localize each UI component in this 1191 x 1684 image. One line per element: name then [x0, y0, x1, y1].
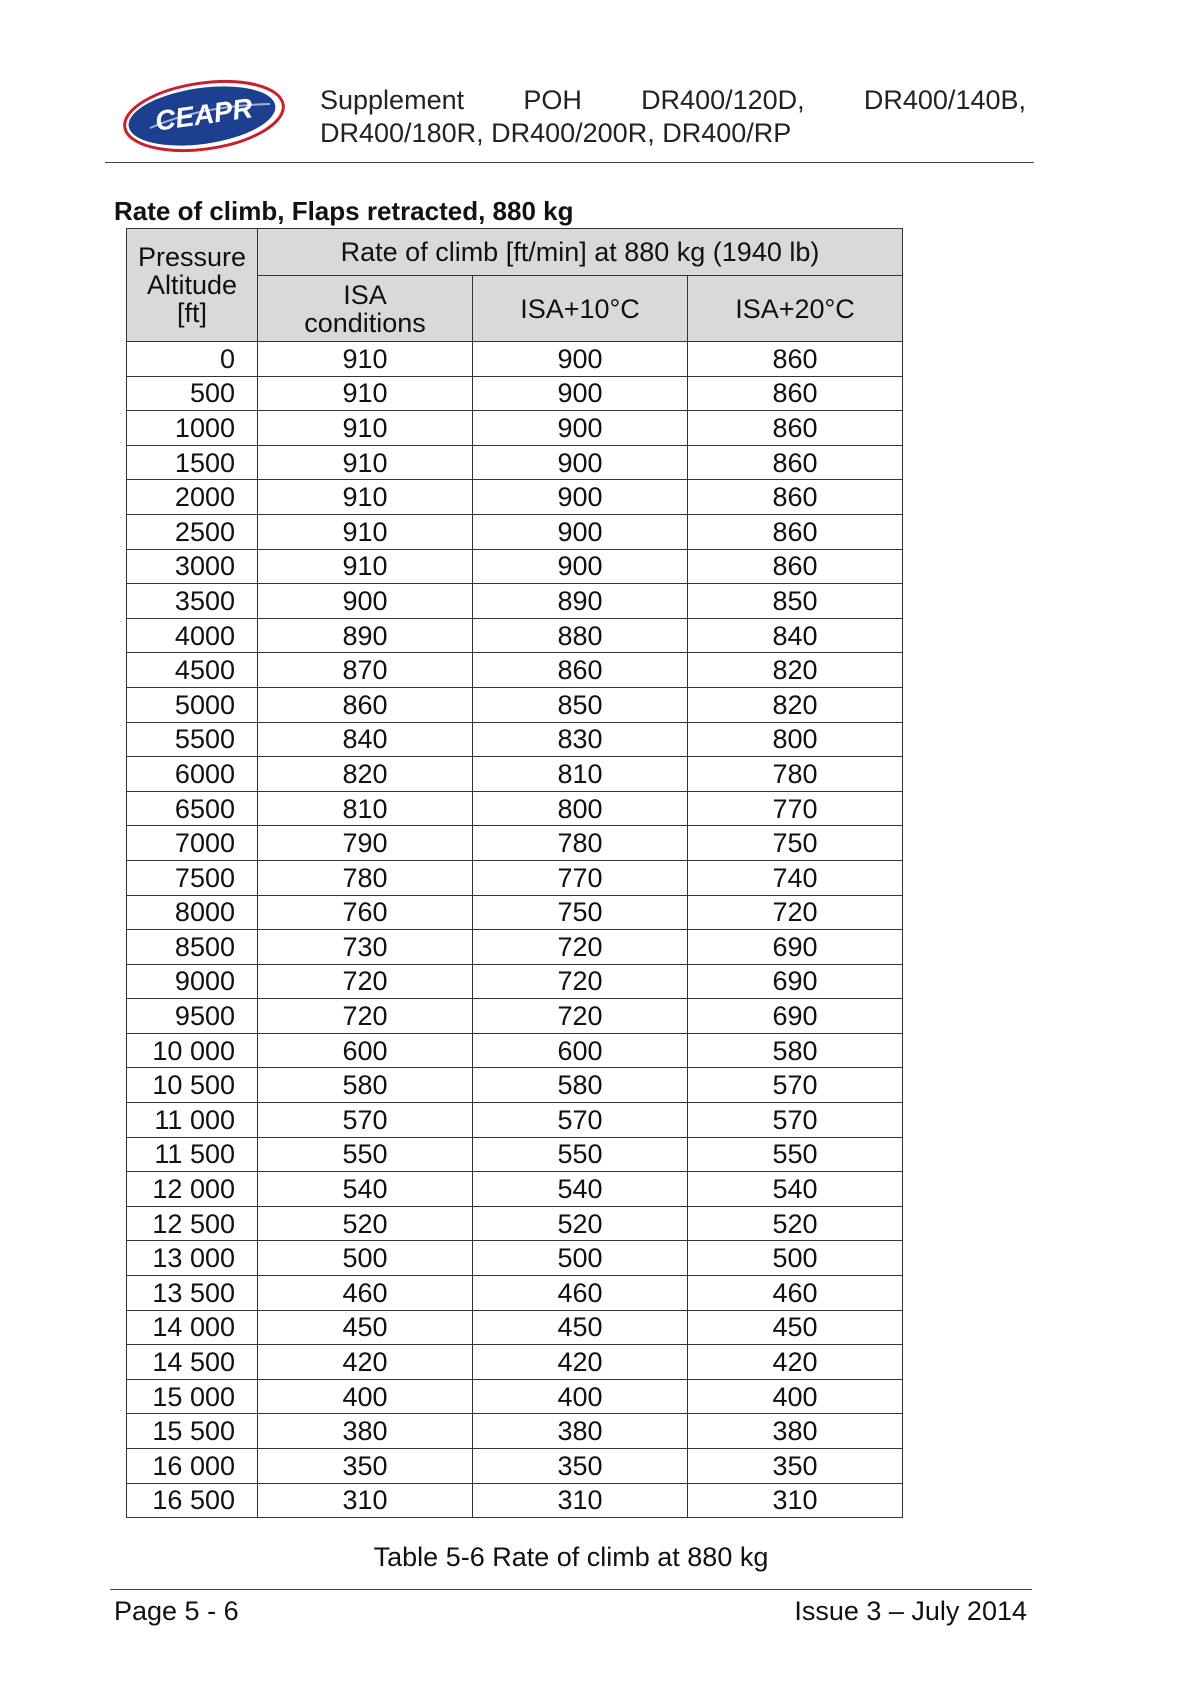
isa-plus-20-rate-cell: 570	[688, 1103, 903, 1138]
isa-plus-10-rate-cell: 500	[473, 1241, 688, 1276]
isa-plus-10-rate-cell: 720	[473, 964, 688, 999]
isa-rate-cell: 910	[258, 411, 473, 446]
table-row	[127, 584, 903, 619]
isa-rate-cell: 570	[258, 1103, 473, 1138]
issue-date: Issue 3 – July 2014	[794, 1596, 1027, 1626]
table-row	[127, 549, 903, 584]
table-caption: Table 5-6 Rate of climb at 880 kg	[373, 1542, 769, 1572]
isa-plus-10-rate-cell: 520	[473, 1206, 688, 1241]
isa-plus-10-rate-cell: 830	[473, 722, 688, 757]
isa-rate-cell: 730	[258, 930, 473, 965]
isa-plus-20-column-header: ISA+20°C	[688, 276, 903, 342]
altitude-cell: 5000	[127, 687, 258, 722]
altitude-cell: 6000	[127, 757, 258, 792]
isa-rate-cell: 720	[258, 964, 473, 999]
isa-plus-10-rate-cell: 900	[473, 549, 688, 584]
table-row	[127, 445, 903, 480]
isa-plus-20-rate-cell: 570	[688, 1068, 903, 1103]
header-line: Altitude	[146, 270, 238, 300]
isa-rate-cell: 460	[258, 1276, 473, 1311]
isa-plus-10-rate-cell: 380	[473, 1414, 688, 1449]
table-row	[127, 1483, 903, 1518]
table-row	[127, 1241, 903, 1276]
isa-plus-10-rate-cell: 800	[473, 791, 688, 826]
table-row	[127, 687, 903, 722]
header-line: Pressure	[137, 242, 247, 272]
table-row	[127, 1310, 903, 1345]
table-row	[127, 1449, 903, 1484]
table-row	[127, 1379, 903, 1414]
altitude-cell: 500	[127, 376, 258, 411]
altitude-cell: 2500	[127, 514, 258, 549]
isa-plus-20-rate-cell: 840	[688, 618, 903, 653]
isa-plus-10-rate-cell: 900	[473, 445, 688, 480]
altitude-cell: 6500	[127, 791, 258, 826]
isa-rate-cell: 910	[258, 480, 473, 515]
isa-plus-10-column-header: ISA+10°C	[473, 276, 688, 342]
isa-plus-20-rate-cell: 460	[688, 1276, 903, 1311]
table-row	[127, 860, 903, 895]
table-row	[127, 791, 903, 826]
table-row	[127, 480, 903, 515]
isa-plus-20-rate-cell: 350	[688, 1449, 903, 1484]
isa-rate-cell: 910	[258, 549, 473, 584]
table-row	[127, 930, 903, 965]
isa-rate-cell: 820	[258, 757, 473, 792]
altitude-cell: 9500	[127, 999, 258, 1034]
isa-rate-cell: 910	[258, 514, 473, 549]
isa-plus-20-rate-cell: 690	[688, 964, 903, 999]
isa-plus-10-rate-cell: 600	[473, 1033, 688, 1068]
isa-plus-10-rate-cell: 420	[473, 1345, 688, 1380]
isa-plus-10-rate-cell: 810	[473, 757, 688, 792]
rate-of-climb-table	[126, 228, 903, 1518]
isa-plus-10-rate-cell: 900	[473, 342, 688, 377]
isa-rate-cell: 350	[258, 1449, 473, 1484]
altitude-cell: 9000	[127, 964, 258, 999]
table-row	[127, 1137, 903, 1172]
isa-plus-20-rate-cell: 690	[688, 999, 903, 1034]
isa-rate-cell: 580	[258, 1068, 473, 1103]
isa-plus-10-rate-cell: 310	[473, 1483, 688, 1518]
isa-rate-cell: 870	[258, 653, 473, 688]
isa-rate-cell: 420	[258, 1345, 473, 1380]
table-row	[127, 1103, 903, 1138]
isa-column-header	[258, 276, 473, 342]
isa-plus-10-rate-cell: 780	[473, 826, 688, 861]
isa-plus-10-rate-cell: 350	[473, 1449, 688, 1484]
isa-plus-10-rate-cell: 450	[473, 1310, 688, 1345]
isa-plus-10-rate-cell: 890	[473, 584, 688, 619]
isa-plus-20-rate-cell: 450	[688, 1310, 903, 1345]
isa-rate-cell: 500	[258, 1241, 473, 1276]
isa-plus-10-rate-cell: 850	[473, 687, 688, 722]
isa-plus-10-rate-cell: 770	[473, 860, 688, 895]
altitude-cell: 14 000	[127, 1310, 258, 1345]
isa-rate-cell: 720	[258, 999, 473, 1034]
altitude-cell: 16 500	[127, 1483, 258, 1518]
isa-plus-20-rate-cell: 420	[688, 1345, 903, 1380]
isa-rate-cell: 760	[258, 895, 473, 930]
altitude-cell: 2000	[127, 480, 258, 515]
altitude-cell: 11 000	[127, 1103, 258, 1138]
isa-plus-20-rate-cell: 820	[688, 653, 903, 688]
isa-rate-cell: 910	[258, 376, 473, 411]
isa-plus-10-rate-cell: 860	[473, 653, 688, 688]
isa-plus-20-rate-cell: 780	[688, 757, 903, 792]
section-title: Rate of climb, Flaps retracted, 880 kg	[114, 196, 574, 226]
isa-plus-20-rate-cell: 860	[688, 342, 903, 377]
table-row	[127, 1033, 903, 1068]
table-row	[127, 722, 903, 757]
isa-rate-cell: 310	[258, 1483, 473, 1518]
isa-plus-10-rate-cell: 400	[473, 1379, 688, 1414]
altitude-cell: 8500	[127, 930, 258, 965]
table-row	[127, 1414, 903, 1449]
table-row	[127, 653, 903, 688]
altitude-cell: 0	[127, 342, 258, 377]
altitude-cell: 13 000	[127, 1241, 258, 1276]
altitude-cell: 1000	[127, 411, 258, 446]
isa-plus-20-rate-cell: 500	[688, 1241, 903, 1276]
isa-plus-20-rate-cell: 850	[688, 584, 903, 619]
isa-plus-20-rate-cell: 380	[688, 1414, 903, 1449]
table-row	[127, 1345, 903, 1380]
header-divider	[105, 162, 1034, 163]
ceapr-logo	[120, 76, 288, 154]
isa-plus-20-rate-cell: 520	[688, 1206, 903, 1241]
rate-group-header: Rate of climb [ft/min] at 880 kg (1940 lb)	[258, 229, 903, 276]
altitude-cell: 15 000	[127, 1379, 258, 1414]
isa-rate-cell: 910	[258, 342, 473, 377]
isa-rate-cell: 860	[258, 687, 473, 722]
table-body	[127, 342, 903, 1518]
isa-plus-20-rate-cell: 580	[688, 1033, 903, 1068]
isa-plus-10-rate-cell: 900	[473, 514, 688, 549]
altitude-cell: 16 000	[127, 1449, 258, 1484]
altitude-cell: 4000	[127, 618, 258, 653]
isa-rate-cell: 780	[258, 860, 473, 895]
isa-plus-10-rate-cell: 720	[473, 999, 688, 1034]
isa-rate-cell: 520	[258, 1206, 473, 1241]
isa-plus-20-rate-cell: 310	[688, 1483, 903, 1518]
table-row	[127, 1172, 903, 1207]
isa-plus-10-rate-cell: 900	[473, 480, 688, 515]
table-row	[127, 1068, 903, 1103]
table-row	[127, 618, 903, 653]
isa-plus-20-rate-cell: 550	[688, 1137, 903, 1172]
isa-rate-cell: 840	[258, 722, 473, 757]
altitude-cell: 11 500	[127, 1137, 258, 1172]
altitude-cell: 10 500	[127, 1068, 258, 1103]
altitude-cell: 14 500	[127, 1345, 258, 1380]
altitude-cell: 1500	[127, 445, 258, 480]
altitude-cell: 3000	[127, 549, 258, 584]
isa-plus-10-rate-cell: 720	[473, 930, 688, 965]
header-line: [ft]	[176, 298, 207, 328]
altitude-cell: 12 000	[127, 1172, 258, 1207]
isa-rate-cell: 540	[258, 1172, 473, 1207]
table-row	[127, 376, 903, 411]
isa-plus-10-rate-cell: 900	[473, 411, 688, 446]
isa-plus-20-rate-cell: 860	[688, 376, 903, 411]
isa-plus-20-rate-cell: 860	[688, 514, 903, 549]
isa-plus-20-rate-cell: 860	[688, 445, 903, 480]
isa-plus-20-rate-cell: 740	[688, 860, 903, 895]
header-title-line1	[320, 84, 1026, 117]
isa-rate-cell: 550	[258, 1137, 473, 1172]
isa-plus-20-rate-cell: 800	[688, 722, 903, 757]
altitude-cell: 13 500	[127, 1276, 258, 1311]
isa-plus-10-rate-cell: 550	[473, 1137, 688, 1172]
altitude-cell: 7500	[127, 860, 258, 895]
footer-divider	[110, 1589, 1032, 1590]
table-row	[127, 999, 903, 1034]
table-row	[127, 964, 903, 999]
isa-plus-20-rate-cell: 720	[688, 895, 903, 930]
isa-plus-10-rate-cell: 580	[473, 1068, 688, 1103]
table-row	[127, 514, 903, 549]
isa-plus-20-rate-cell: 690	[688, 930, 903, 965]
isa-rate-cell: 790	[258, 826, 473, 861]
isa-plus-20-rate-cell: 820	[688, 687, 903, 722]
header-line: conditions	[304, 307, 426, 338]
header-word: DR400/120D,	[641, 85, 805, 115]
isa-plus-10-rate-cell: 460	[473, 1276, 688, 1311]
table-row	[127, 895, 903, 930]
isa-plus-20-rate-cell: 540	[688, 1172, 903, 1207]
page-number: Page 5 - 6	[114, 1596, 239, 1626]
isa-rate-cell: 890	[258, 618, 473, 653]
altitude-cell: 7000	[127, 826, 258, 861]
altitude-cell: 10 000	[127, 1033, 258, 1068]
isa-plus-10-rate-cell: 540	[473, 1172, 688, 1207]
isa-rate-cell: 910	[258, 445, 473, 480]
altitude-cell: 12 500	[127, 1206, 258, 1241]
altitude-cell: 4500	[127, 653, 258, 688]
table-row	[127, 411, 903, 446]
header-word: POH	[523, 85, 582, 115]
isa-plus-10-rate-cell: 880	[473, 618, 688, 653]
isa-plus-10-rate-cell: 750	[473, 895, 688, 930]
header-word: DR400/140B,	[863, 85, 1026, 115]
table-row	[127, 826, 903, 861]
altitude-column-header	[127, 229, 258, 342]
altitude-cell: 3500	[127, 584, 258, 619]
isa-plus-20-rate-cell: 400	[688, 1379, 903, 1414]
table-row	[127, 342, 903, 377]
table-row	[127, 757, 903, 792]
header-title-line2: DR400/180R, DR400/200R, DR400/RP	[320, 118, 792, 148]
isa-rate-cell: 810	[258, 791, 473, 826]
isa-rate-cell: 380	[258, 1414, 473, 1449]
isa-rate-cell: 600	[258, 1033, 473, 1068]
isa-plus-20-rate-cell: 860	[688, 480, 903, 515]
isa-rate-cell: 900	[258, 584, 473, 619]
isa-plus-20-rate-cell: 750	[688, 826, 903, 861]
altitude-cell: 5500	[127, 722, 258, 757]
document-header	[320, 84, 1026, 150]
isa-plus-10-rate-cell: 900	[473, 376, 688, 411]
isa-plus-20-rate-cell: 770	[688, 791, 903, 826]
header-word: Supplement	[320, 85, 465, 115]
isa-rate-cell: 450	[258, 1310, 473, 1345]
table-row	[127, 1276, 903, 1311]
isa-plus-10-rate-cell: 570	[473, 1103, 688, 1138]
table-row	[127, 1206, 903, 1241]
isa-plus-20-rate-cell: 860	[688, 411, 903, 446]
isa-plus-20-rate-cell: 860	[688, 549, 903, 584]
altitude-cell: 15 500	[127, 1414, 258, 1449]
altitude-cell: 8000	[127, 895, 258, 930]
isa-rate-cell: 400	[258, 1379, 473, 1414]
header-line: ISA	[343, 279, 387, 310]
svg-text:CEAPR: CEAPR	[153, 92, 255, 137]
